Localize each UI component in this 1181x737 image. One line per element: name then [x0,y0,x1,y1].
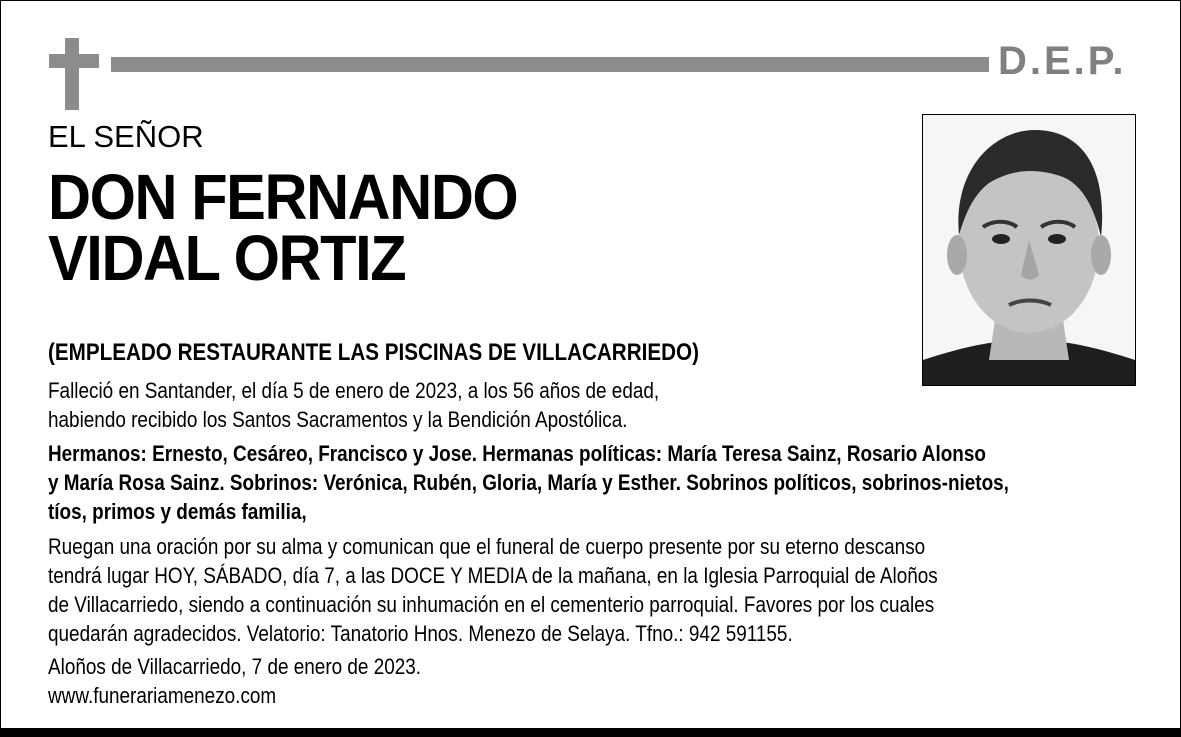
family-line: y María Rosa Sainz. Sobrinos: Verónica, Rubén, Gloria, María y Esther. Sobrinos políticos, sobrinos-nietos, [48,470,1009,495]
portrait-icon [923,115,1135,385]
death-notice [48,376,659,434]
death-notice-line: habiendo recibido los Santos Sacramentos y la Bendición Apostólica. [48,407,628,432]
family-line: tíos, primos y demás familia, [48,499,307,524]
header-rule [111,57,989,72]
closing [48,652,421,710]
funeral-line: quedarán agradecidos. Velatorio: Tanatorio Hnos. Menezo de Selaya. Tfno.: 942 591155. [48,621,793,646]
death-notice-line: Falleció en Santander, el día 5 de enero de 2023, a los 56 años de edad, [48,378,660,403]
name-line-1: DON FERNANDO [48,161,518,233]
bottom-border [1,728,1181,737]
funeral-line: tendrá lugar HOY, SÁBADO, día 7, a las DOCE Y MEDIA de la mañana, en la Iglesia Parroquial de Aloños [48,563,938,588]
cross-icon-horizontal [49,54,99,68]
funeral-line: Ruegan una oración por su alma y comunican que el funeral de cuerpo presente por su eterno descanso [48,534,926,559]
occupation: (EMPLEADO RESTAURANTE LAS PISCINAS DE VILLACARRIEDO) [48,339,699,366]
family-line: Hermanos: Ernesto, Cesáreo, Francisco y Jose. Hermanas políticas: María Teresa Sainz, Rosario Alonso [48,441,986,466]
honorific: EL SEÑOR [48,119,204,154]
name-line-2: VIDAL ORTIZ [48,222,406,294]
website-link[interactable]: www.funerariamenezo.com [48,683,277,708]
dep-label: D.E.P. [998,39,1127,83]
family-list [48,439,1009,526]
cross-icon-vertical [65,38,79,110]
deceased-name [48,161,518,294]
funeral-details [48,532,938,648]
place-date: Aloños de Villacarriedo, 7 de enero de 2023. [48,654,422,679]
portrait-photo [922,114,1136,386]
funeral-line: de Villacarriedo, siendo a continuación su inhumación en el cementerio parroquial. Favores por los cuales [48,592,935,617]
